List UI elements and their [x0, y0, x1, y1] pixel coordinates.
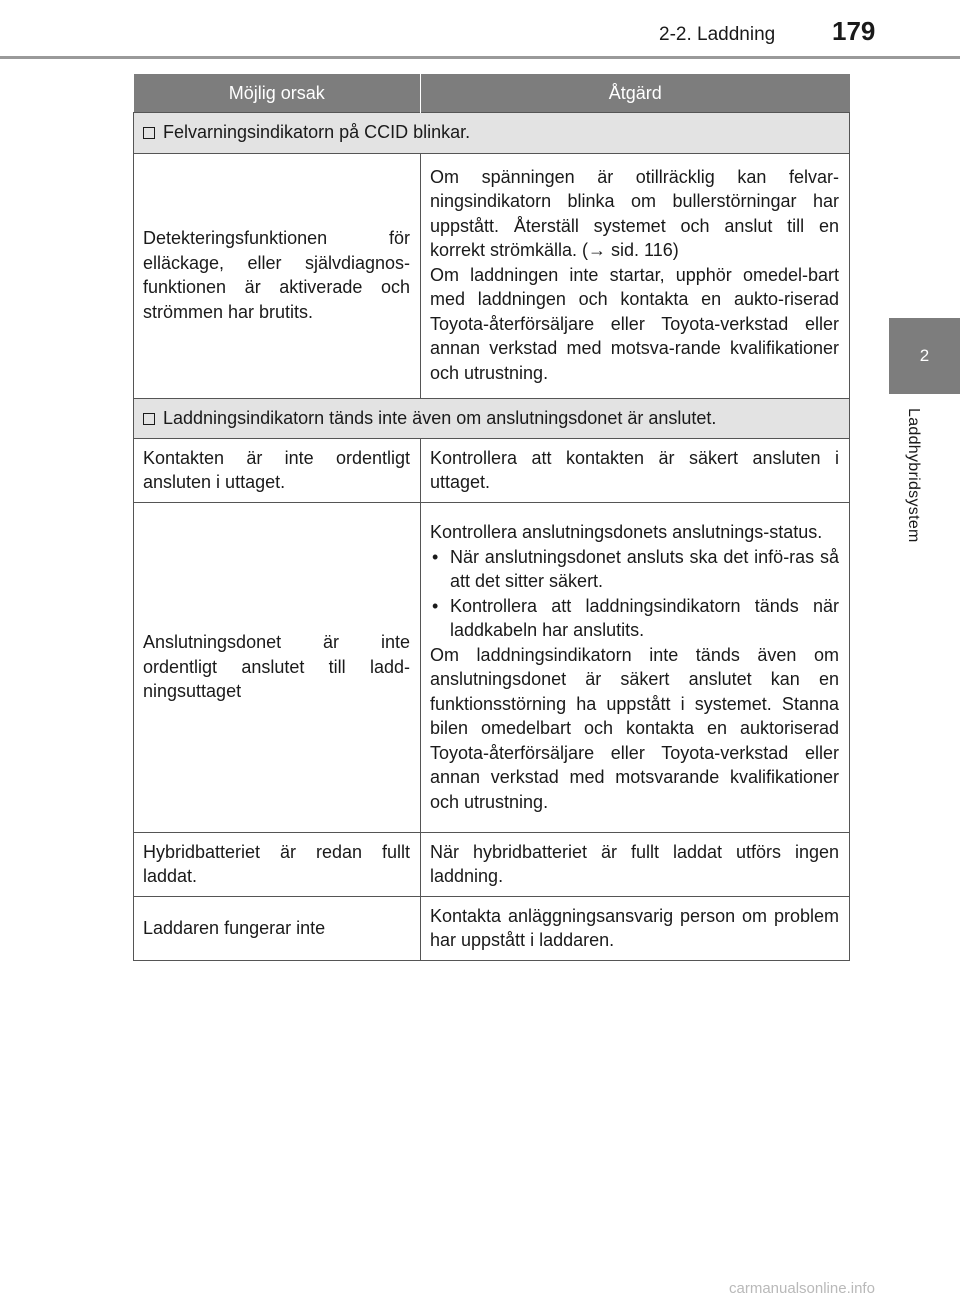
cause-cell	[134, 833, 421, 897]
cause-cell	[134, 503, 421, 833]
group-header-row	[134, 113, 850, 154]
table-row	[134, 897, 850, 961]
list-item: • Kontrollera att laddningsindikatorn tänds när laddkabeln har anslutits.	[430, 594, 839, 643]
section-title: 2-2. Laddning	[659, 24, 776, 45]
group-header	[134, 398, 850, 439]
table-row	[134, 503, 850, 833]
table-row	[134, 833, 850, 897]
cause-cell	[134, 153, 421, 398]
action-cell	[421, 833, 850, 897]
cause-text: Anslutningsdonet är inte ordentligt anslutet till ladd-ningsuttaget	[143, 632, 410, 702]
group-title: Felvarningsindikatorn på CCID blinkar.	[163, 122, 471, 142]
action-text: När hybridbatteriet är fullt laddat utförs ingen laddning.	[430, 841, 839, 886]
checkbox-icon	[143, 413, 155, 425]
cause-text: Kontakten är inte ordentligt ansluten i uttaget.	[143, 447, 410, 492]
cause-text: Hybridbatteriet är redan fullt laddat.	[143, 841, 410, 886]
action-text: Om spänningen är otillräcklig kan felvar-ningsindikatorn blinka om bullerstörningar har uppstått. Återställ systemet och anslut till en korrekt strömkälla. (→ sid. 116)	[430, 166, 839, 261]
watermark: carmanualsonline.info	[729, 1280, 875, 1297]
chapter-title: Laddhybridsystem	[905, 408, 922, 543]
troubleshooting-table	[133, 74, 850, 961]
cause-text: Laddaren fungerar inte	[143, 917, 326, 938]
action-text: Kontakta anläggningsansvarig person om problem har uppstått i laddaren.	[430, 905, 839, 950]
page-number: 179	[832, 16, 876, 46]
table-row	[134, 439, 850, 503]
action-cell	[421, 153, 850, 398]
action-text: Kontrollera anslutningsdonets anslutnings-status.	[430, 522, 823, 542]
chapter-tab	[889, 318, 960, 394]
column-header-cause: Möjlig orsak	[134, 74, 421, 113]
column-header-action: Åtgärd	[421, 74, 850, 113]
list-item: • När anslutningsdonet ansluts ska det infö-ras så att det sitter säkert.	[430, 545, 839, 594]
group-title: Laddningsindikatorn tänds inte även om anslutningsdonet är anslutet.	[163, 407, 717, 428]
cause-cell	[134, 439, 421, 503]
action-text: Kontrollera att kontakten är säkert ansluten i uttaget.	[430, 447, 839, 492]
action-cell	[421, 503, 850, 833]
action-note: Om laddningsindikatorn inte tänds även om anslutningsdonet är säkert anslutet kan en funktionsstörning ha uppstått i systemet. Stanna bilen omedelbart och kontakta en auktoriserad Toyota-återförsäljare eller Toyota-verkstad eller annan verkstad med motsvarande kvalifikationer och utrustning.	[430, 644, 839, 812]
cause-cell	[134, 897, 421, 961]
checkbox-icon	[143, 127, 155, 139]
group-header-row	[134, 398, 850, 439]
action-cell	[421, 439, 850, 503]
chapter-number: 2	[919, 346, 930, 365]
action-note: Om laddningen inte startar, upphör omedel-bart med laddningen och kontakta en aukto-riserad Toyota-återförsäljare eller Toyota-verkstad eller annan verkstad med motsva-rande kvalifikationer och utrustning.	[430, 264, 839, 383]
action-cell	[421, 897, 850, 961]
table-header-row	[134, 74, 850, 113]
group-header	[134, 113, 850, 154]
table-row	[134, 153, 850, 398]
header-rule	[0, 56, 960, 59]
bullet-list	[430, 545, 839, 643]
cause-text: Detekteringsfunktionen för elläckage, eller självdiagnos-funktionen är aktiverade och strömmen har brutits.	[143, 228, 410, 322]
